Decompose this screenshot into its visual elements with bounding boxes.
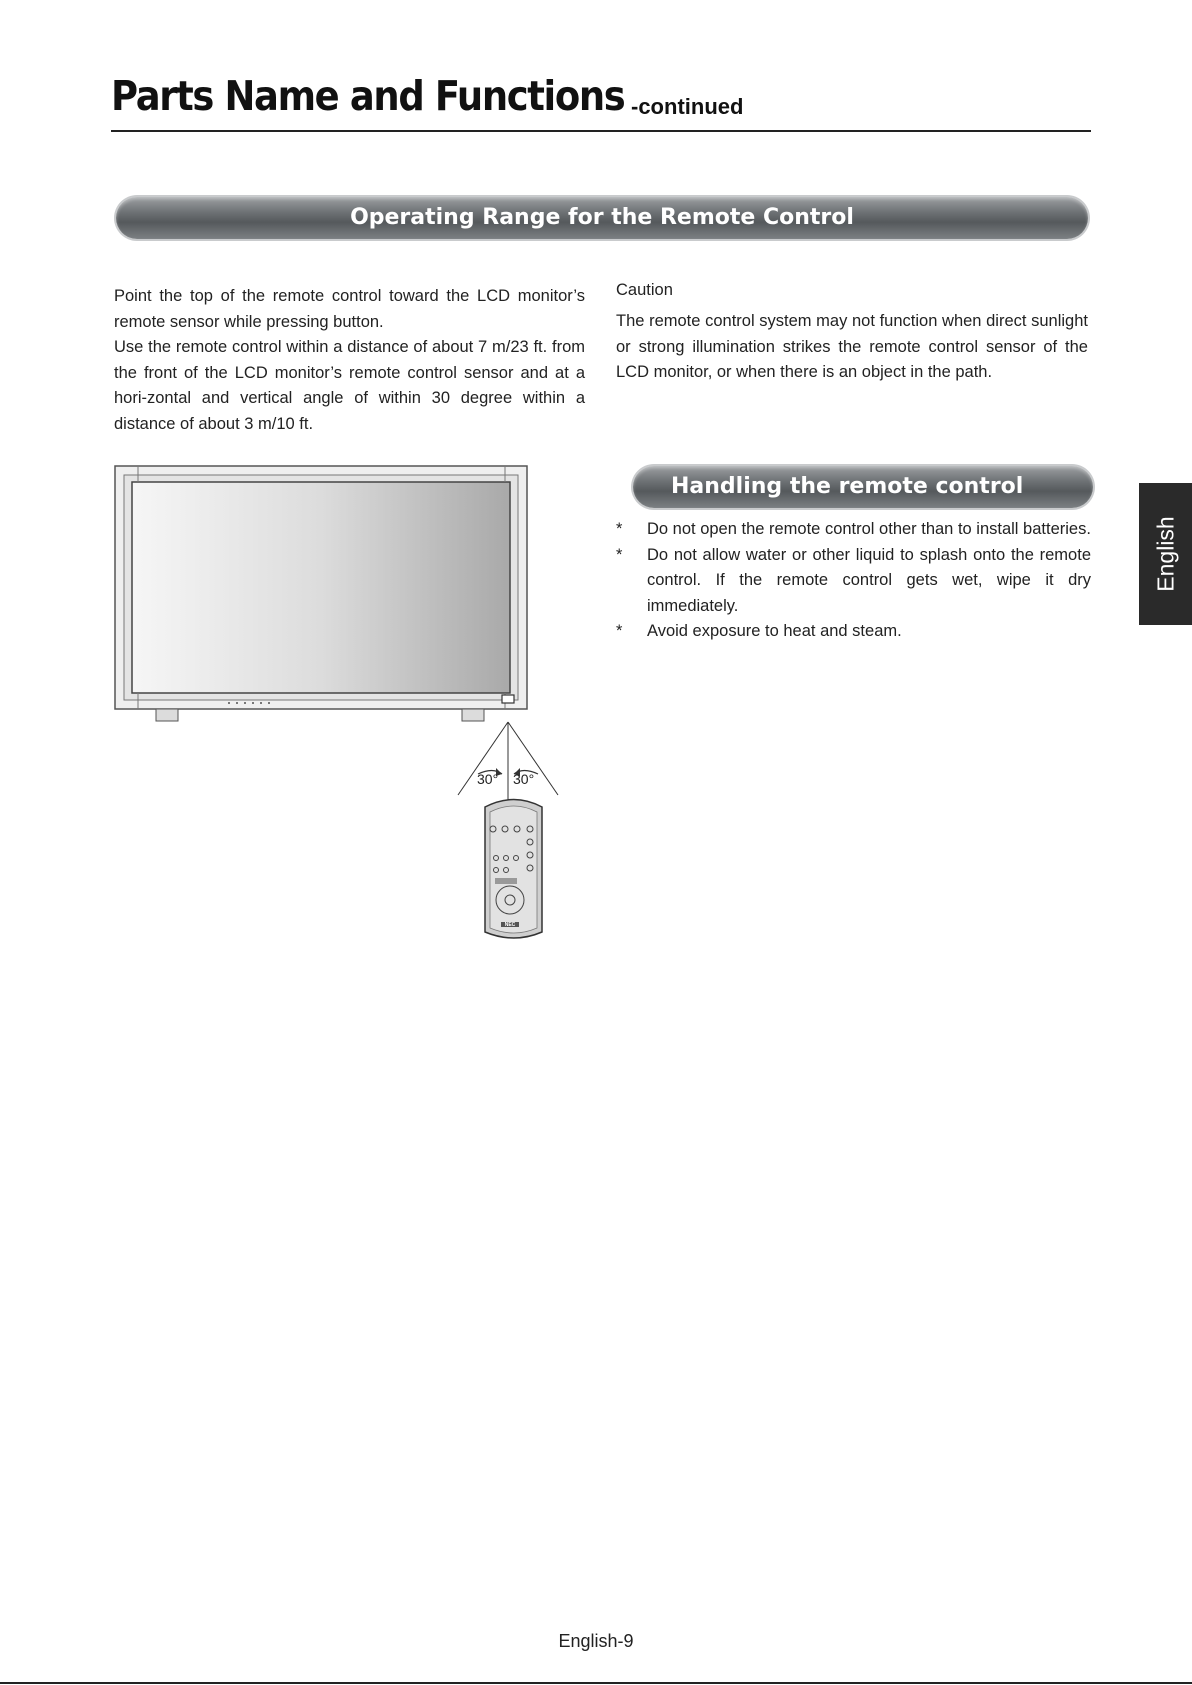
bullet-symbol: *	[616, 622, 623, 640]
operating-range-text	[114, 284, 585, 437]
language-tab-label: English	[1152, 516, 1178, 592]
section-heading-handling: Handling the remote control	[633, 466, 1093, 508]
remote-range-figure	[110, 462, 580, 956]
bullet-symbol: *	[616, 545, 623, 564]
paragraph-distance: Use the remote control within a distance of about 7 m/23 ft. from the front of the LCD monitor’s remote control sensor and at a hori-zontal and vertical angle of within 30 degree within a distance of about 3 m/10 ft.	[114, 338, 585, 433]
bullet-symbol: *	[616, 520, 623, 538]
angle-label-right: 30°	[513, 771, 535, 787]
page-number: English-9	[558, 1631, 634, 1651]
handling-list	[616, 517, 1091, 645]
language-tab	[1139, 483, 1192, 625]
page-title-block	[111, 70, 1091, 132]
list-item-text: Avoid exposure to heat and steam.	[647, 622, 902, 640]
list-item-text: Do not allow water or other liquid to splash onto the remote control. If the remote control gets wet, wipe it dry immediately.	[647, 545, 1091, 615]
list-item	[616, 619, 1091, 645]
section-heading-operating-range: Operating Range for the Remote Control	[116, 197, 1088, 239]
list-item	[616, 543, 1091, 620]
angle-label-left: 30°	[477, 771, 499, 787]
list-item	[616, 517, 1091, 543]
caution-text	[616, 309, 1088, 386]
caution-label: Caution	[616, 281, 673, 299]
caution-paragraph: The remote control system may not function when direct sunlight or strong illumination strikes the remote control sensor of the LCD monitor, or when there is an object in the path.	[616, 312, 1088, 381]
bottom-divider	[0, 1682, 1192, 1684]
remote-brand-label: NEC	[504, 922, 516, 928]
lcd-monitor-illustration	[110, 462, 580, 952]
list-item-text: Do not open the remote control other than to install batteries.	[647, 520, 1091, 538]
paragraph-point-remote: Point the top of the remote control toward the LCD monitor’s remote sensor while pressing button.	[114, 287, 585, 331]
page-title: Parts Name and Functions	[111, 72, 625, 120]
remote-control-illustration	[485, 800, 542, 939]
page-subtitle: -continued	[631, 94, 744, 119]
